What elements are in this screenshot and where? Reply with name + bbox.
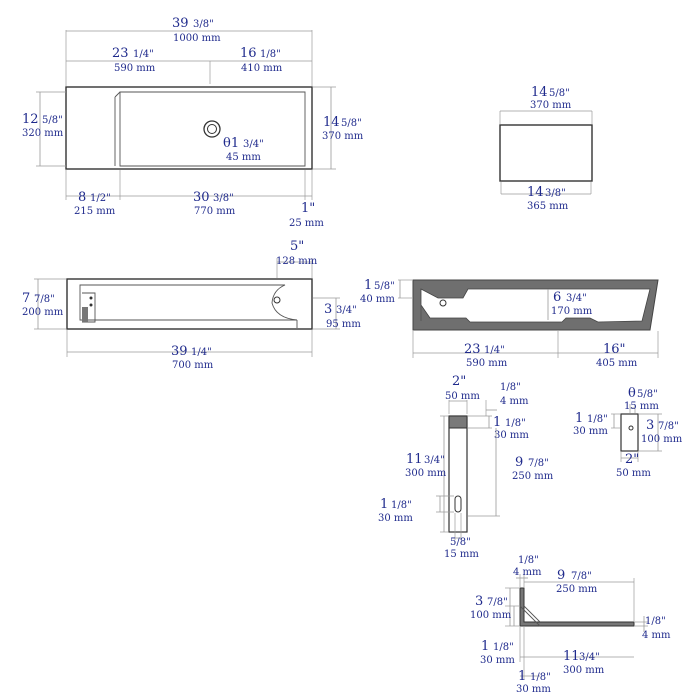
section-view bbox=[360, 278, 658, 369]
bottom-slot-whole: 1 bbox=[380, 497, 389, 512]
deck-width-mm: 410 mm bbox=[241, 63, 283, 74]
end-top-width-frac: 5/8" bbox=[549, 88, 570, 99]
l-arm-length-whole: 9 bbox=[557, 568, 566, 583]
end-view bbox=[500, 85, 592, 212]
bowl-length-mm: 770 mm bbox=[194, 206, 236, 217]
bracket-height-frac: 3/4" bbox=[424, 455, 445, 466]
plate-hole-frac: 5/8" bbox=[637, 389, 658, 400]
bracket-thickness-frac: 1/8" bbox=[500, 382, 521, 393]
l-base-offset-mm: 30 mm bbox=[516, 684, 551, 695]
deck-width-whole: 16 bbox=[240, 46, 257, 61]
wall-thickness-mm: 25 mm bbox=[289, 218, 324, 229]
overall-width-whole: 39 bbox=[172, 16, 189, 31]
bowl-length-frac: 3/8" bbox=[213, 193, 234, 204]
top-view-outline bbox=[66, 87, 312, 169]
basin-width-frac: 1/4" bbox=[133, 49, 154, 60]
base-length-whole: 39 bbox=[171, 344, 188, 359]
bracket-screw bbox=[90, 297, 93, 300]
l-bracket-gusset bbox=[524, 606, 540, 622]
inner-depth-frac: 5/8" bbox=[42, 115, 63, 126]
l-bracket-view bbox=[470, 555, 671, 695]
l-base-offset-frac: 1/8" bbox=[530, 672, 551, 683]
outer-depth-whole: 14 bbox=[323, 115, 340, 130]
bowl-depth-frac: 3/4" bbox=[566, 293, 587, 304]
rim-height-whole: 1 bbox=[364, 278, 373, 293]
drain-diameter-frac: 3/4" bbox=[243, 139, 264, 150]
overall-width-mm: 1000 mm bbox=[173, 33, 221, 44]
l-upright-height-whole: 3 bbox=[475, 594, 484, 609]
vertical-bracket-top-flange bbox=[449, 416, 467, 428]
slot-width-mm: 15 mm bbox=[444, 549, 479, 560]
inner-depth-whole: 12 bbox=[22, 112, 39, 127]
shelf-width-mm: 215 mm bbox=[74, 206, 116, 217]
l-top-thickness-frac: 1/8" bbox=[518, 555, 539, 566]
plate-hole-mm: 15 mm bbox=[624, 401, 659, 412]
basin-width-whole: 23 bbox=[112, 46, 129, 61]
drain-offset-whole: 5" bbox=[290, 239, 305, 254]
outer-depth-frac: 5/8" bbox=[341, 118, 362, 129]
drain-diameter-mm: 45 mm bbox=[226, 152, 261, 163]
small-plate-view bbox=[573, 386, 683, 479]
drain-diameter-whole: θ1 bbox=[223, 136, 240, 151]
plate-offset-mm: 30 mm bbox=[573, 426, 608, 437]
plate-offset-frac: 1/8" bbox=[587, 414, 608, 425]
bracket-screw bbox=[90, 304, 93, 307]
base-length-mm: 700 mm bbox=[172, 360, 214, 371]
front-view bbox=[22, 239, 361, 371]
top-view-drain bbox=[204, 121, 220, 137]
plate-height-frac: 7/8" bbox=[658, 421, 679, 432]
bowl-depth-whole: 6 bbox=[553, 290, 562, 305]
end-top-width-mm: 370 mm bbox=[530, 100, 572, 111]
l-top-thickness-mm: 4 mm bbox=[513, 567, 542, 578]
bracket-width-whole: 2" bbox=[452, 374, 467, 389]
plate-offset-whole: 1 bbox=[575, 411, 584, 426]
drain-height-frac: 3/4" bbox=[336, 305, 357, 316]
bottom-slot-mm: 30 mm bbox=[378, 513, 413, 524]
rim-height-mm: 40 mm bbox=[360, 294, 395, 305]
top-slot-whole: 1 bbox=[493, 415, 502, 430]
vertical-bracket-slot bbox=[455, 496, 461, 512]
drain-offset-mm: 128 mm bbox=[276, 256, 318, 267]
basin-width-mm: 590 mm bbox=[114, 63, 156, 74]
end-bottom-width-whole: 14 bbox=[527, 185, 544, 200]
left-span-mm: 590 mm bbox=[466, 358, 508, 369]
vertical-bracket-body bbox=[449, 416, 467, 532]
vertical-bracket-view bbox=[378, 374, 554, 560]
left-span-frac: 1/4" bbox=[484, 345, 505, 356]
plate-height-mm: 100 mm bbox=[641, 434, 683, 445]
front-height-mm: 200 mm bbox=[22, 307, 64, 318]
slot-length-mm: 250 mm bbox=[512, 471, 554, 482]
front-view-bracket-solid bbox=[82, 307, 88, 322]
top-slot-frac: 1/8" bbox=[505, 418, 526, 429]
l-upright-height-mm: 100 mm bbox=[470, 610, 512, 621]
drain-height-mm: 95 mm bbox=[326, 319, 361, 330]
bracket-height-whole: 11 bbox=[406, 452, 423, 467]
l-upright-height-frac: 7/8" bbox=[487, 597, 508, 608]
overall-width-frac: 3/8" bbox=[193, 19, 214, 30]
outer-depth-mm: 370 mm bbox=[322, 131, 364, 142]
right-span-mm: 405 mm bbox=[596, 358, 638, 369]
bowl-length-whole: 30 bbox=[193, 190, 210, 205]
l-overall-length-mm: 300 mm bbox=[563, 665, 605, 676]
shelf-width-whole: 8 bbox=[78, 190, 87, 205]
plate-height-whole: 3 bbox=[646, 418, 655, 433]
bottom-slot-frac: 1/8" bbox=[391, 500, 412, 511]
l-right-thickness-mm: 4 mm bbox=[642, 630, 671, 641]
l-overall-length-whole: 11 bbox=[563, 649, 580, 664]
small-plate-body bbox=[621, 414, 638, 451]
rim-height-frac: 5/8" bbox=[374, 281, 395, 292]
end-bottom-width-mm: 365 mm bbox=[527, 201, 569, 212]
slot-length-frac: 7/8" bbox=[528, 458, 549, 469]
top-view bbox=[22, 16, 364, 229]
front-height-whole: 7 bbox=[22, 291, 31, 306]
l-upright-offset-mm: 30 mm bbox=[480, 655, 515, 666]
front-height-frac: 7/8" bbox=[34, 294, 55, 305]
top-slot-mm: 30 mm bbox=[494, 430, 529, 441]
base-length-frac: 1/4" bbox=[191, 347, 212, 358]
bracket-width-mm: 50 mm bbox=[445, 391, 480, 402]
end-top-width-whole: 14 bbox=[531, 85, 548, 100]
bracket-height-mm: 300 mm bbox=[405, 468, 447, 479]
plate-hole-whole: θ bbox=[628, 386, 636, 401]
bowl-depth-mm: 170 mm bbox=[551, 306, 593, 317]
front-view-outline bbox=[67, 279, 312, 329]
drain-height-whole: 3 bbox=[324, 302, 333, 317]
l-overall-length-frac: 3/4" bbox=[579, 652, 600, 663]
right-span-whole: 16" bbox=[603, 342, 626, 357]
plate-width-whole: 2" bbox=[625, 452, 640, 467]
l-arm-length-frac: 7/8" bbox=[571, 571, 592, 582]
l-upright-offset-whole: 1 bbox=[481, 639, 490, 654]
inner-depth-mm: 320 mm bbox=[22, 128, 64, 139]
bracket-thickness-mm: 4 mm bbox=[500, 396, 529, 407]
l-right-thickness-frac: 1/8" bbox=[645, 616, 666, 627]
plate-width-mm: 50 mm bbox=[616, 468, 651, 479]
l-upright-offset-frac: 1/8" bbox=[493, 642, 514, 653]
deck-width-frac: 1/8" bbox=[260, 49, 281, 60]
shelf-width-frac: 1/2" bbox=[90, 193, 111, 204]
end-bottom-width-frac: 3/8" bbox=[545, 188, 566, 199]
end-view-outline bbox=[500, 125, 592, 181]
l-base-offset-whole: 1 bbox=[518, 669, 527, 684]
left-span-whole: 23 bbox=[464, 342, 481, 357]
slot-width-frac: 5/8" bbox=[450, 537, 471, 548]
l-arm-length-mm: 250 mm bbox=[556, 584, 598, 595]
slot-length-whole: 9 bbox=[515, 455, 524, 470]
wall-thickness-whole: 1" bbox=[301, 201, 316, 216]
